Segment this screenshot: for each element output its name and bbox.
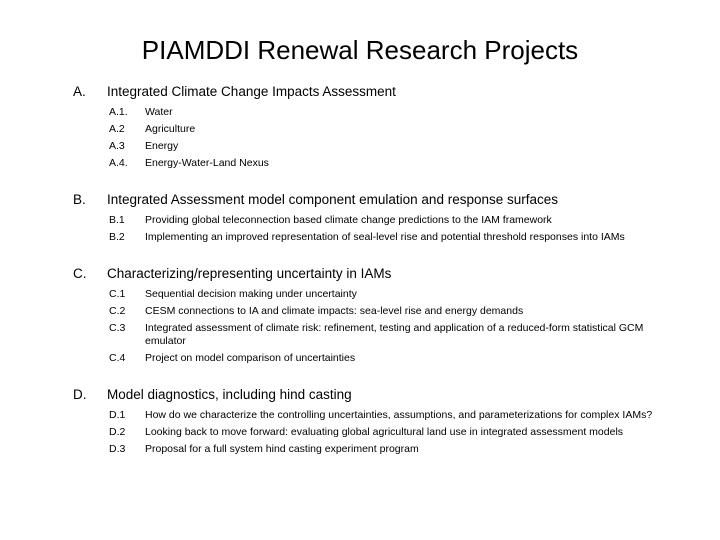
item-text: Providing global teleconnection based climate change predictions to the IAM framework	[145, 214, 552, 226]
item-text: Implementing an improved representation of seal-level rise and potential threshold responses into IAMs	[145, 231, 625, 243]
list-item	[0, 231, 720, 244]
list-item	[0, 214, 720, 227]
project-outline	[0, 83, 720, 477]
item-text: Project on model comparison of uncertainties	[145, 352, 356, 364]
item-text: Proposal for a full system hind casting experiment program	[145, 443, 419, 455]
list-item	[0, 409, 720, 422]
item-number: B.2	[109, 231, 125, 243]
subitem-list	[0, 106, 720, 170]
list-item	[0, 157, 720, 170]
item-number: A.3	[109, 140, 125, 152]
section-letter: B.	[73, 192, 86, 207]
slide-title: PIAMDDI Renewal Research Projects	[141, 35, 579, 65]
item-text: Looking back to move forward: evaluating global agricultural land use in integrated assessment models	[145, 426, 624, 438]
list-item	[0, 352, 720, 365]
item-text: Energy-Water-Land Nexus	[145, 157, 269, 169]
subitem-list	[0, 214, 720, 244]
section-c	[0, 265, 720, 365]
item-text: Agriculture	[145, 123, 196, 135]
item-number: C.3	[109, 322, 126, 334]
item-text: Water	[145, 106, 173, 118]
section-letter: D.	[73, 387, 87, 402]
item-number: A.2	[109, 123, 125, 135]
section-heading	[0, 265, 720, 283]
list-item	[0, 123, 720, 136]
section-title: Characterizing/representing uncertainty in IAMs	[107, 266, 392, 281]
item-text: Energy	[145, 140, 179, 152]
item-text: How do we characterize the controlling uncertainties, assumptions, and parameterizations for complex IAMs?	[145, 409, 653, 421]
section-a	[0, 83, 720, 170]
list-item	[0, 288, 720, 301]
section-title: Integrated Assessment model component emulation and response surfaces	[107, 192, 559, 207]
item-number: C.4	[109, 352, 126, 364]
section-b	[0, 191, 720, 244]
section-title: Integrated Climate Change Impacts Assessment	[107, 84, 396, 99]
list-item	[0, 322, 720, 348]
item-number: D.2	[109, 426, 126, 438]
item-number: B.1	[109, 214, 125, 226]
section-heading	[0, 386, 720, 404]
item-text: CESM connections to IA and climate impacts: sea-level rise and energy demands	[145, 305, 524, 317]
section-heading	[0, 191, 720, 209]
list-item	[0, 140, 720, 153]
subitem-list	[0, 288, 720, 365]
list-item	[0, 426, 720, 439]
item-number: C.1	[109, 288, 126, 300]
item-text: Sequential decision making under uncertainty	[145, 288, 357, 300]
list-item	[0, 443, 720, 456]
subitem-list	[0, 409, 720, 456]
section-letter: A.	[73, 84, 86, 99]
section-d	[0, 386, 720, 456]
section-heading	[0, 83, 720, 101]
section-letter: C.	[73, 266, 87, 281]
list-item	[0, 305, 720, 318]
item-number: C.2	[109, 305, 126, 317]
section-title: Model diagnostics, including hind casting	[107, 387, 352, 402]
list-item	[0, 106, 720, 119]
item-text: Integrated assessment of climate risk: refinement, testing and application of a reduced-form statistical GCM emulator	[145, 322, 644, 347]
item-number: D.1	[109, 409, 126, 421]
item-number: D.3	[109, 443, 126, 455]
item-number: A.1.	[109, 106, 128, 118]
item-number: A.4.	[109, 157, 128, 169]
